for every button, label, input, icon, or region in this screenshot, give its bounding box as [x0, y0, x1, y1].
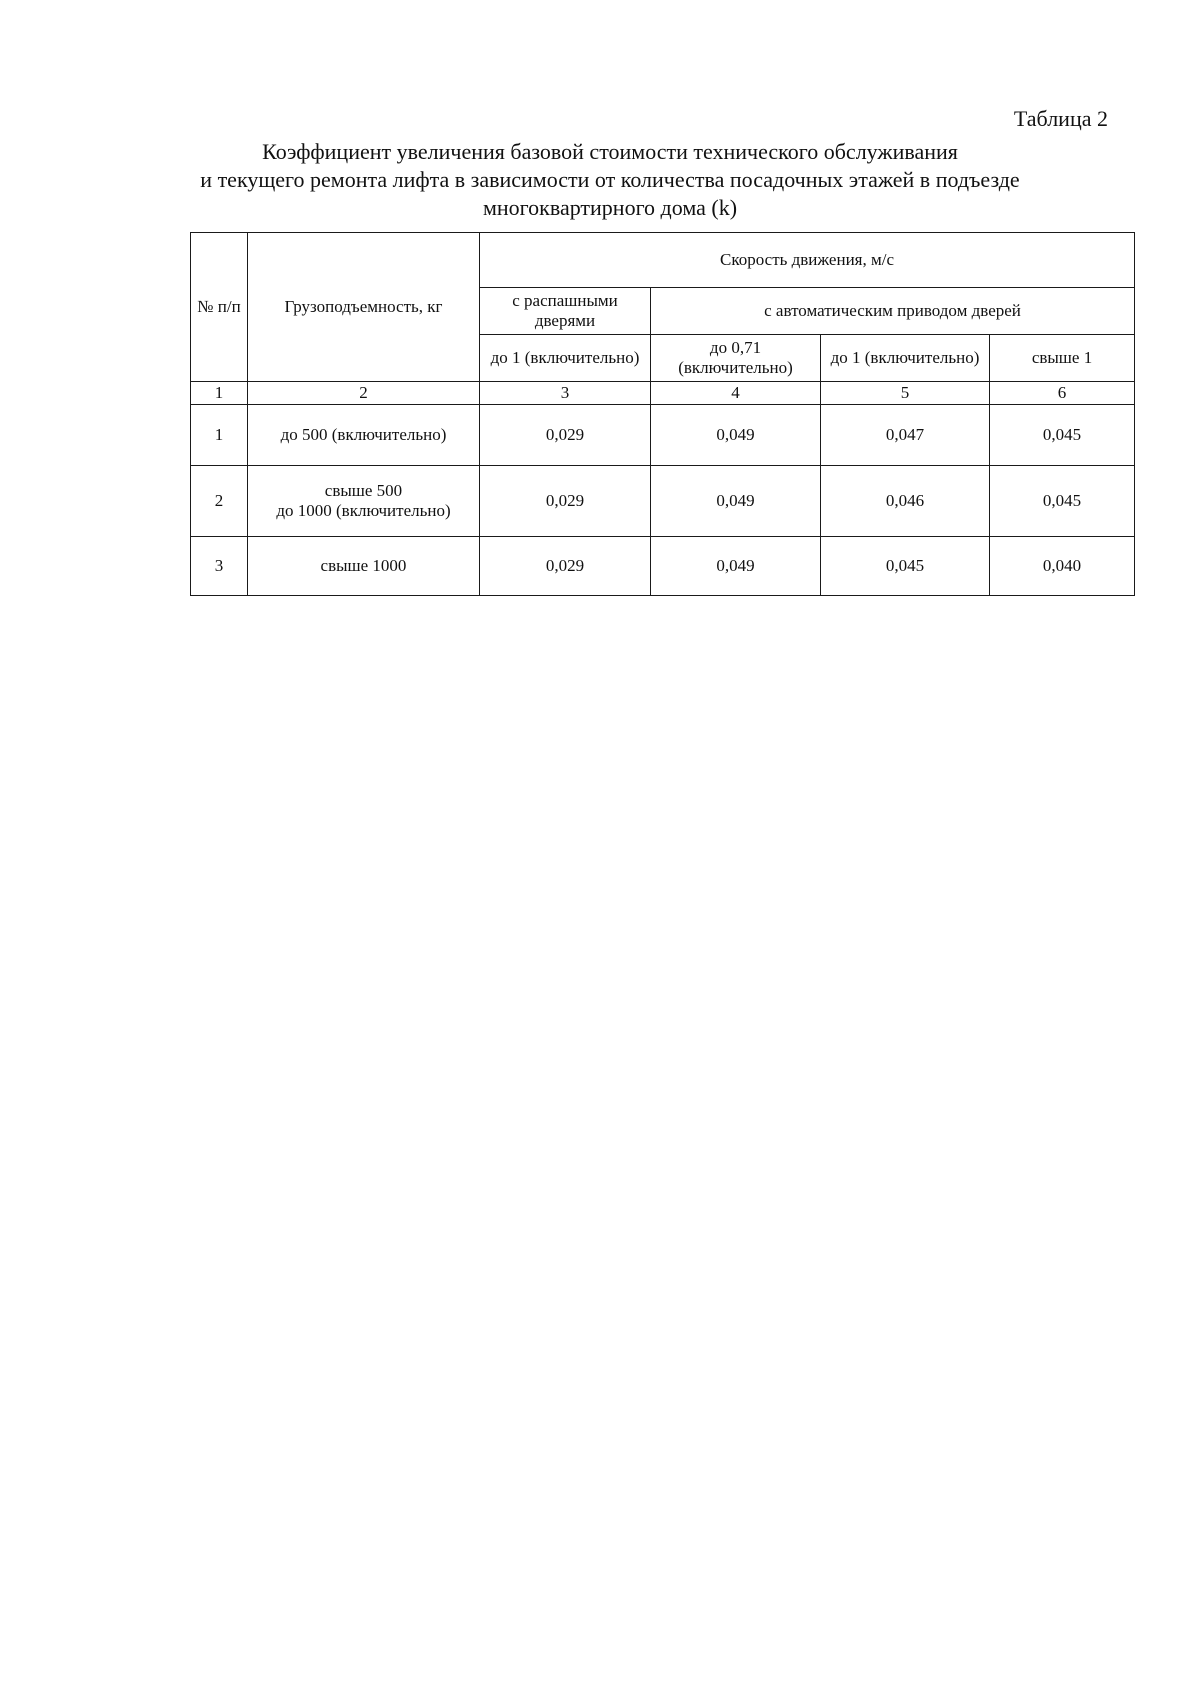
header-row-1 [191, 233, 1135, 288]
header-col3: до 1 (включительно) [480, 335, 651, 382]
header-auto-doors: с автоматическим приводом дверей [651, 288, 1135, 335]
capacity-line: свыше 1000 [320, 556, 407, 575]
value-cell: 0,046 [821, 466, 990, 537]
header-swing-doors: с распашными дверями [480, 288, 651, 335]
title-line-2: и текущего ремонта лифта в зависимости от количества посадочных этажей в подъезде [200, 167, 1020, 192]
row-capacity [248, 466, 480, 537]
capacity-line: до 1000 (включительно) [276, 501, 451, 520]
table-row [191, 405, 1135, 466]
capacity-line: свыше 500 [324, 481, 403, 500]
title-line-1: Коэффициент увеличения базовой стоимости технического обслуживания [262, 139, 958, 164]
value-cell: 0,045 [821, 537, 990, 596]
header-no: № п/п [191, 233, 248, 382]
value-cell: 0,040 [990, 537, 1135, 596]
row-number: 2 [191, 466, 248, 537]
value-cell: 0,029 [480, 537, 651, 596]
value-cell: 0,029 [480, 405, 651, 466]
value-cell: 0,045 [990, 466, 1135, 537]
column-number: 1 [191, 382, 248, 405]
capacity-line: до 500 (включительно) [280, 425, 447, 444]
value-cell: 0,047 [821, 405, 990, 466]
column-number: 6 [990, 382, 1135, 405]
table-row [191, 537, 1135, 596]
column-number: 2 [248, 382, 480, 405]
coefficient-table [190, 232, 1135, 596]
value-cell: 0,049 [651, 537, 821, 596]
header-col5: до 1 (включительно) [821, 335, 990, 382]
row-number: 1 [191, 405, 248, 466]
row-capacity [248, 405, 480, 466]
value-cell: 0,029 [480, 466, 651, 537]
row-number: 3 [191, 537, 248, 596]
column-number: 3 [480, 382, 651, 405]
column-number-row [191, 382, 1135, 405]
value-cell: 0,045 [990, 405, 1135, 466]
header-col4: до 0,71 (включительно) [651, 335, 821, 382]
column-number: 4 [651, 382, 821, 405]
column-number: 5 [821, 382, 990, 405]
value-cell: 0,049 [651, 466, 821, 537]
table-label: Таблица 2 [1013, 106, 1108, 131]
value-cell: 0,049 [651, 405, 821, 466]
row-capacity [248, 537, 480, 596]
header-capacity: Грузоподъемность, кг [248, 233, 480, 382]
title-line-3: многоквартирного дома (k) [482, 195, 738, 220]
header-speed: Скорость движения, м/с [480, 233, 1135, 288]
table-title [150, 138, 1070, 222]
header-col6: свыше 1 [990, 335, 1135, 382]
table-row [191, 466, 1135, 537]
